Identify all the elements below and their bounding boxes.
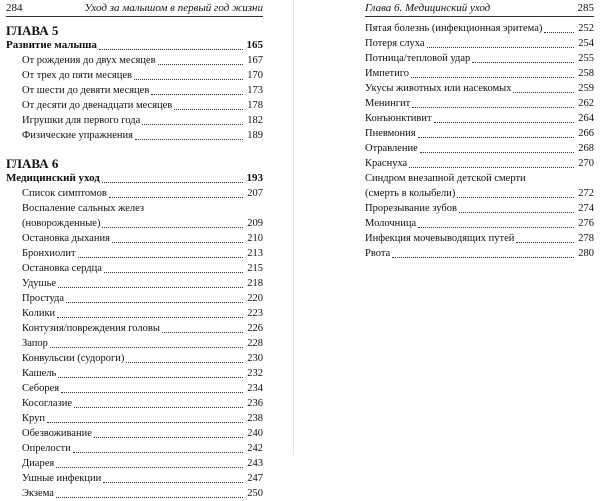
- toc-entry-label: Запор: [22, 338, 48, 349]
- left-running-header: [6, 0, 263, 17]
- leader-dots: [409, 167, 574, 168]
- toc-entry-label: Рвота: [365, 248, 391, 259]
- toc-entry-label: От шести до девяти месяцев: [22, 85, 150, 96]
- leader-dots: [392, 257, 574, 258]
- toc-entry[interactable]: [6, 68, 263, 83]
- toc-entry-label: Потница/тепловой удар: [365, 53, 471, 64]
- right-page-number: 285: [577, 2, 594, 14]
- toc-entry-page: 242: [247, 443, 263, 454]
- toc-entry-page: 236: [247, 398, 263, 409]
- toc-entry[interactable]: [365, 201, 594, 216]
- toc-entry-page: 270: [578, 158, 594, 169]
- toc-entry-page: 258: [578, 68, 594, 79]
- toc-entry[interactable]: [6, 128, 263, 143]
- toc-entry-page: 232: [247, 368, 263, 379]
- toc-entry-first-line: Синдром внезапной детской смерти: [365, 173, 526, 184]
- toc-entry-label: Список симптомов: [22, 188, 107, 199]
- toc-entry-page: 167: [247, 55, 263, 66]
- leader-dots: [99, 49, 243, 50]
- leader-dots: [74, 407, 243, 408]
- toc-entry[interactable]: [6, 216, 263, 231]
- toc-entry-page: 228: [247, 338, 263, 349]
- leader-dots: [112, 242, 243, 243]
- toc-entry-page: 278: [578, 233, 594, 244]
- toc-entry[interactable]: [6, 441, 263, 456]
- right-page: [305, 0, 600, 455]
- toc-entry-page: 259: [578, 83, 594, 94]
- toc-entry-label: Себорея: [22, 383, 60, 394]
- chapter-6-heading: ГЛАВА 6: [6, 156, 59, 171]
- toc-entry-label: Опрелости: [22, 443, 71, 454]
- toc-entry[interactable]: [6, 276, 263, 291]
- toc-entry[interactable]: [6, 261, 263, 276]
- toc-entry-page: 276: [578, 218, 594, 229]
- toc-entry-page: 189: [247, 130, 263, 141]
- leader-dots: [411, 77, 574, 78]
- toc-entry-label: Краснуха: [365, 158, 408, 169]
- toc-entry-label: (новорожденные): [22, 218, 101, 229]
- toc-entry-label: Диарея: [22, 458, 55, 469]
- leader-dots: [61, 392, 243, 393]
- toc-entry-label: От трех до пяти месяцев: [22, 70, 132, 81]
- toc-entry[interactable]: [6, 426, 263, 441]
- toc-entry-page: 207: [247, 188, 263, 199]
- leader-dots: [78, 257, 243, 258]
- leader-dots: [56, 467, 243, 468]
- toc-entry[interactable]: [365, 246, 594, 261]
- leader-dots: [66, 302, 243, 303]
- toc-entry[interactable]: [6, 246, 263, 261]
- toc-entry-label: Отравление: [365, 143, 418, 154]
- toc-entry[interactable]: [365, 51, 594, 66]
- toc-entry[interactable]: [365, 21, 594, 36]
- toc-entry-label: Остановка сердца: [22, 263, 102, 274]
- toc-entry-label: Импетиго: [365, 68, 410, 79]
- toc-entry-label: Прорезывание зубов: [365, 203, 457, 214]
- toc-entry[interactable]: [6, 291, 263, 306]
- toc-entry-label: Потеря слуха: [365, 38, 425, 49]
- toc-entry[interactable]: [6, 83, 263, 98]
- chapter-6-entries: [6, 186, 263, 501]
- leader-dots: [418, 137, 574, 138]
- toc-entry-page: 226: [247, 323, 263, 334]
- toc-entry[interactable]: [6, 53, 263, 68]
- toc-entry[interactable]: [365, 36, 594, 51]
- toc-entry-page: 238: [247, 413, 263, 424]
- leader-dots: [58, 287, 243, 288]
- toc-entry-page: 182: [247, 115, 263, 126]
- leader-dots: [427, 47, 574, 48]
- toc-entry-label: Круп: [22, 413, 45, 424]
- leader-dots: [94, 437, 243, 438]
- right-header-title: Глава 6. Медицинский уход: [365, 2, 491, 14]
- leader-dots: [126, 362, 243, 363]
- toc-entry-page: 218: [247, 278, 263, 289]
- left-header-title: Уход за малышом в первый год жизни: [84, 2, 263, 14]
- toc-entry[interactable]: [365, 231, 594, 246]
- leader-dots: [57, 317, 243, 318]
- toc-entry[interactable]: [6, 366, 263, 381]
- toc-entry[interactable]: [6, 396, 263, 411]
- left-page-number: 284: [6, 2, 23, 14]
- toc-entry[interactable]: [6, 411, 263, 426]
- toc-entry-page: 280: [578, 248, 594, 259]
- leader-dots: [513, 92, 574, 93]
- leader-dots: [420, 152, 574, 153]
- toc-entry-page: 240: [247, 428, 263, 439]
- leader-dots: [109, 197, 243, 198]
- toc-entry-label: От рождения до двух месяцев: [22, 55, 156, 66]
- toc-entry-label: Бронхиолит: [22, 248, 76, 259]
- leader-dots: [472, 62, 574, 63]
- leader-dots: [56, 497, 243, 498]
- toc-entry-label: Косоглазие: [22, 398, 73, 409]
- right-page-entries: [365, 21, 594, 261]
- toc-entry-label: Колики: [22, 308, 56, 319]
- leader-dots: [103, 482, 243, 483]
- toc-entry-page: 252: [578, 23, 594, 34]
- toc-entry-label: Игрушки для первого года: [22, 115, 141, 126]
- leader-dots: [544, 32, 574, 33]
- toc-entry-label: Остановка дыхания: [22, 233, 110, 244]
- toc-entry-label: Кашель: [22, 368, 57, 379]
- leader-dots: [134, 79, 243, 80]
- toc-entry-page: 209: [247, 218, 263, 229]
- toc-entry-first-line: Воспаление сальных желез: [22, 203, 145, 214]
- toc-entry-label: Удушье: [22, 278, 57, 289]
- toc-entry-page: 247: [247, 473, 263, 484]
- toc-entry[interactable]: [365, 216, 594, 231]
- toc-entry-label: Укусы животных или насекомых: [365, 83, 512, 94]
- leader-dots: [50, 347, 243, 348]
- toc-entry-label: Экзема: [22, 488, 54, 499]
- toc-entry-page: 274: [578, 203, 594, 214]
- toc-entry[interactable]: [6, 186, 263, 201]
- toc-entry[interactable]: [365, 111, 594, 126]
- leader-dots: [162, 332, 243, 333]
- leader-dots: [434, 122, 574, 123]
- toc-entry[interactable]: [365, 186, 594, 201]
- toc-entry-label: Простуда: [22, 293, 65, 304]
- leader-dots: [58, 377, 243, 378]
- toc-entry[interactable]: [365, 66, 594, 81]
- toc-entry[interactable]: [365, 81, 594, 96]
- toc-entry-label: Конвульсии (судороги): [22, 353, 125, 364]
- leader-dots: [73, 452, 243, 453]
- leader-dots: [102, 227, 243, 228]
- book-spine: [293, 0, 294, 455]
- toc-entry-label: Физические упражнения: [22, 130, 133, 141]
- leader-dots: [174, 109, 243, 110]
- leader-dots: [418, 227, 574, 228]
- toc-entry-page: 266: [578, 128, 594, 139]
- toc-entry[interactable]: [6, 471, 263, 486]
- toc-entry-page: 268: [578, 143, 594, 154]
- leader-dots: [516, 242, 574, 243]
- toc-entry-label: От десяти до двенадцати месяцев: [22, 100, 173, 111]
- chapter-5-section[interactable]: Развитие малыша 165: [6, 39, 263, 51]
- toc-entry[interactable]: [365, 156, 594, 171]
- toc-entry[interactable]: [6, 231, 263, 246]
- leader-dots: [412, 107, 574, 108]
- leader-dots: [135, 139, 243, 140]
- toc-entry[interactable]: [6, 98, 263, 113]
- toc-entry-label: Ушные инфекции: [22, 473, 102, 484]
- toc-entry-page: 223: [247, 308, 263, 319]
- leader-dots: [158, 64, 243, 65]
- leader-dots: [142, 124, 243, 125]
- toc-entry-label: Пятая болезнь (инфекционная эритема): [365, 23, 543, 34]
- toc-entry-label: Менингит: [365, 98, 411, 109]
- toc-entry[interactable]: [6, 381, 263, 396]
- toc-entry-page: 243: [247, 458, 263, 469]
- toc-entry-label: Молочница: [365, 218, 417, 229]
- toc-entry-label: Контузия/повреждения головы: [22, 323, 160, 334]
- toc-entry-page: 264: [578, 113, 594, 124]
- toc-entry-page: 215: [247, 263, 263, 274]
- toc-entry[interactable]: [6, 351, 263, 366]
- toc-entry[interactable]: [6, 113, 263, 128]
- toc-entry-label: (смерть в колыбели): [365, 188, 456, 199]
- toc-entry-page: 213: [247, 248, 263, 259]
- chapter-5-heading: ГЛАВА 5: [6, 23, 59, 38]
- leader-dots: [457, 197, 574, 198]
- toc-entry[interactable]: [6, 486, 263, 501]
- toc-entry-page: 230: [247, 353, 263, 364]
- left-page: [0, 0, 287, 499]
- toc-entry-page: 170: [247, 70, 263, 81]
- toc-entry-page: 250: [247, 488, 263, 499]
- toc-entry[interactable]: [365, 141, 594, 156]
- right-running-header: [365, 0, 594, 17]
- leader-dots: [47, 422, 243, 423]
- toc-entry-page: 234: [247, 383, 263, 394]
- toc-entry-page: 255: [578, 53, 594, 64]
- toc-entry-label: Пневмония: [365, 128, 416, 139]
- toc-entry[interactable]: [365, 96, 594, 111]
- toc-entry-page: 210: [247, 233, 263, 244]
- toc-entry-page: 178: [247, 100, 263, 111]
- toc-entry-page: 262: [578, 98, 594, 109]
- chapter-6-section[interactable]: Медицинский уход 193: [6, 172, 263, 184]
- leader-dots: [102, 182, 243, 183]
- toc-entry[interactable]: [6, 456, 263, 471]
- toc-entry-page: 272: [578, 188, 594, 199]
- leader-dots: [459, 212, 574, 213]
- toc-entry[interactable]: [365, 126, 594, 141]
- toc-entry-page: 254: [578, 38, 594, 49]
- toc-entry[interactable]: [6, 306, 263, 321]
- toc-entry-page: 173: [247, 85, 263, 96]
- toc-entry-label: Обезвоживание: [22, 428, 92, 439]
- toc-entry-page: 220: [247, 293, 263, 304]
- toc-entry-label: Инфекция мочевыводящих путей: [365, 233, 515, 244]
- toc-entry-label: Конъюнктивит: [365, 113, 432, 124]
- leader-dots: [104, 272, 243, 273]
- leader-dots: [151, 94, 243, 95]
- toc-entry[interactable]: [6, 336, 263, 351]
- chapter-5-entries: [6, 53, 263, 143]
- toc-entry[interactable]: [6, 321, 263, 336]
